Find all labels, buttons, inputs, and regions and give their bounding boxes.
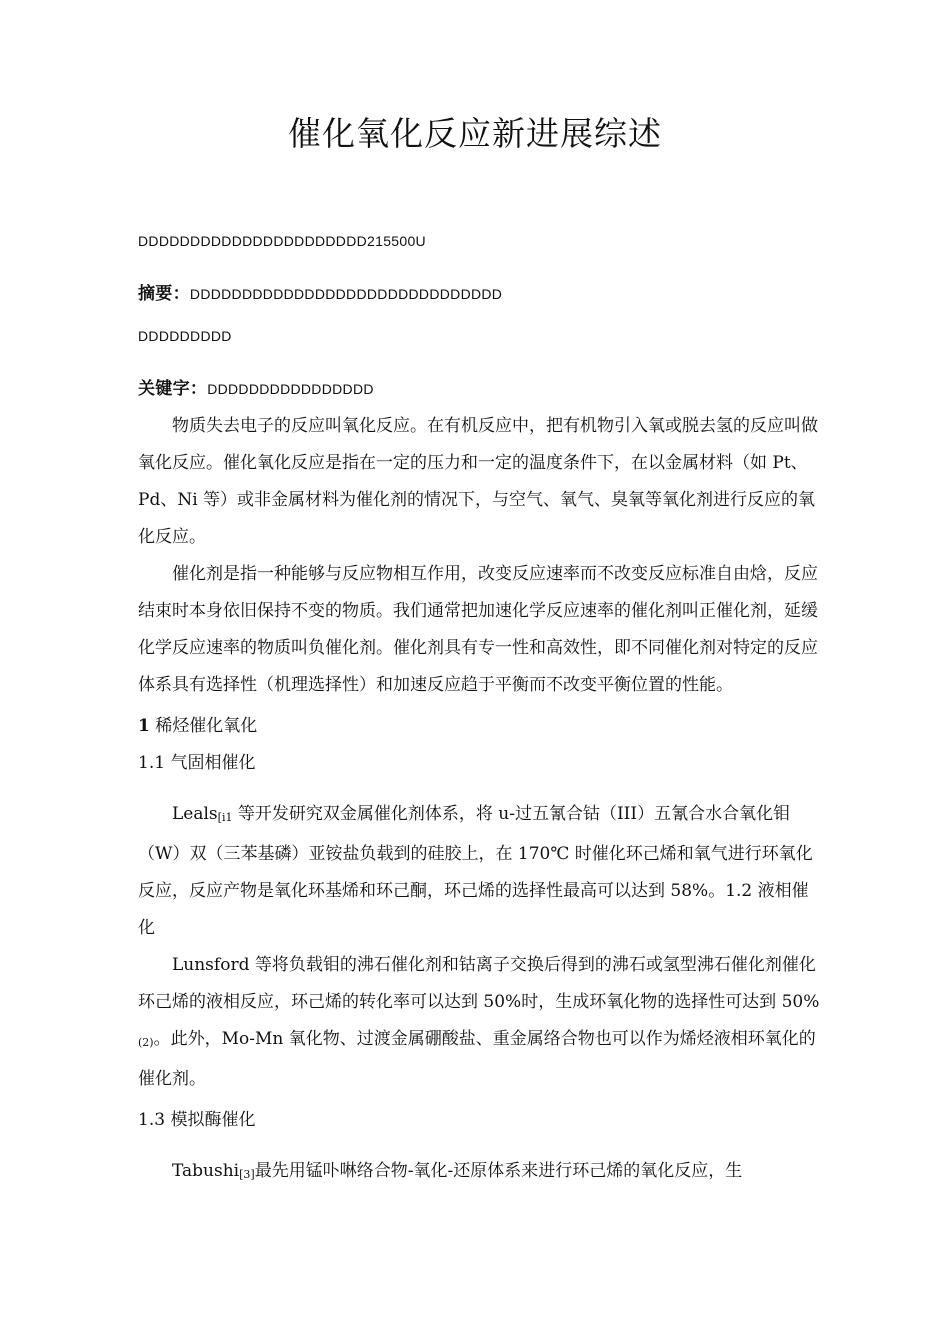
- author-line: DDDDDDDDDDDDDDDDDDDDDD215500U: [138, 233, 426, 249]
- subsection-heading-1-3: 1.3 模拟酶催化: [138, 1110, 256, 1130]
- citation-ref: [3]: [239, 1168, 255, 1181]
- author-name: Tabushi: [172, 1161, 240, 1181]
- paragraph-4-text: Lunsford 等将负载钼的沸石催化剂和钴离子交换后得到的沸石或氢型沸石催化剂催化环己烯的液相反应，环己烯的转化率可以达到 50%时，生成环氧化物的选择性可达到 50%: [138, 955, 820, 1012]
- author-name: Leals: [172, 804, 218, 824]
- abstract-line-2: DDDDDDDDD: [138, 328, 232, 344]
- abstract-line-1: [138, 279, 502, 304]
- abstract-label: 摘要：: [138, 284, 190, 304]
- paragraph-4: [138, 947, 822, 1098]
- paragraph-2: 催化剂是指一种能够与反应物相互作用，改变反应速率而不改变反应标准自由焓，反应结束时本身依旧保持不变的物质。我们通常把加速化学反应速率的催化剂叫正催化剂，延缓化学反应速率的物质叫负催化剂。催化剂具有专一性和高效性，即不同催化剂对特定的反应体系具有选择性（机理选择性）和加速反应趋于平衡而不改变平衡位置的性能。: [138, 564, 818, 695]
- document-title: 催化氧化反应新进展综述: [288, 114, 662, 153]
- paragraph-5-text: 最先用锰卟啉络合物-氧化-还原体系来进行环己烯的氧化反应，生: [254, 1161, 743, 1181]
- keywords-label: 关键字：: [138, 379, 208, 399]
- keywords-text: DDDDDDDDDDDDDDDD: [207, 381, 374, 397]
- citation-ref: [i1: [217, 811, 233, 824]
- abstract-text: DDDDDDDDDDDDDDDDDDDDDDDDDDDDDD: [189, 286, 503, 302]
- paragraph-5: [138, 1153, 822, 1193]
- subsection-heading-1-1: 1.1 气固相催化: [138, 753, 256, 773]
- document-body: [138, 408, 822, 1193]
- paragraph-3: [138, 796, 822, 947]
- paragraph-3-text: 等开发研究双金属催化剂体系，将 u-过五氰合钴（III）五氰合水合氧化钼（W）双（三苯基磷）亚铵盐负载到的硅胶上，在 170℃ 时催化环己烯和氧气进行环氧化反应，反应产物是氧化环基烯和环己酮，环己烯的选择性最高可以达到 58%。1.2 液相催化: [138, 804, 813, 938]
- paragraph-4-text-end: 。此外，Mo-Mn 氧化物、过渡金属硼酸盐、重金属络合物也可以作为烯烃液相环氧化的催化剂。: [138, 1029, 816, 1089]
- keywords-line: [138, 374, 374, 399]
- citation-ref: (2): [138, 1036, 154, 1049]
- paragraph-1: 物质失去电子的反应叫氧化反应。在有机反应中，把有机物引入氧或脱去氢的反应叫做氧化反应。催化氧化反应是指在一定的压力和一定的温度条件下，在以金属材料（如 Pt、Pd、Ni 等）或非金属材料为催化剂的情况下，与空气、氧气、臭氧等氧化剂进行反应的氧化反应。: [138, 416, 818, 547]
- section-heading-1: [138, 708, 822, 745]
- section-title: 稀烃催化氧化: [149, 716, 258, 736]
- section-number: 1: [138, 716, 150, 736]
